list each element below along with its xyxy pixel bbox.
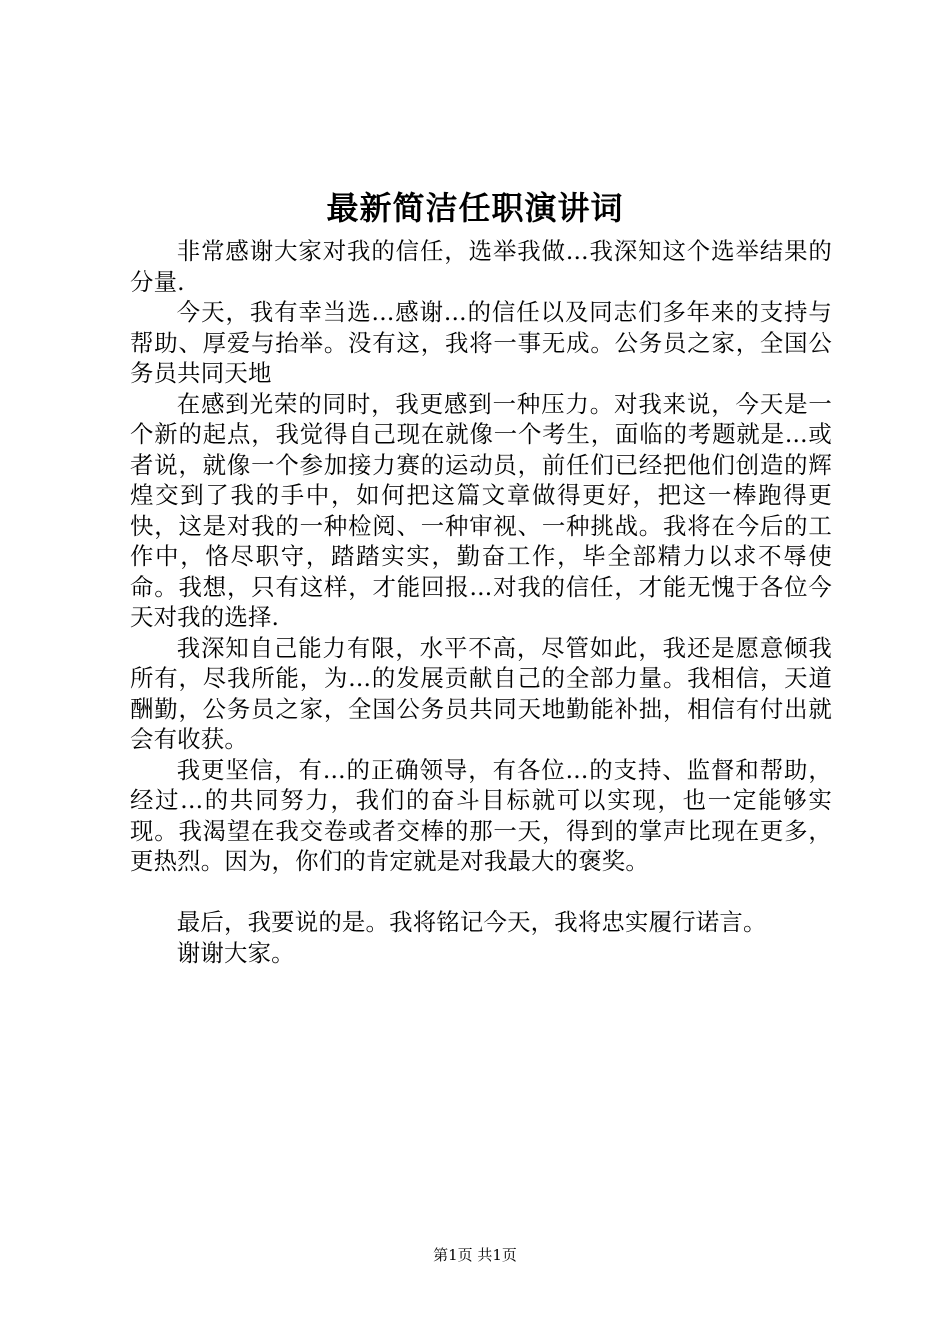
document-title: 最新简洁任职演讲词 [326,189,624,227]
page-number-footer: 第1页 共1页 [433,1246,517,1264]
document-body [130,236,832,968]
paragraph-5: 我更坚信，有...的正确领导，有各位...的支持、监督和帮助，经过...的共同努力，我们的奋斗目标就可以实现，也一定能够实现。我渴望在我交卷或者交棒的那一天，得到的掌声比现在更多，更热烈。因为，你们的肯定就是对我最大的褒奖。 [130,755,832,875]
paragraph-3: 在感到光荣的同时，我更感到一种压力。对我来说，今天是一个新的起点，我觉得自己现在就像一个考生，面临的考题就是...或者说，就像一个参加接力赛的运动员，前任们已经把他们创造的辉煌交到了我的手中，如何把这篇文章做得更好，把这一棒跑得更快，这是对我的一种检阅、一种审视、一种挑战。我将在今后的工作中，恪尽职守，踏踏实实，勤奋工作，毕全部精力以求不辱使命。我想，只有这样，才能回报...对我的信任，才能无愧于各位今天对我的选择. [130,389,832,631]
paragraph-1: 非常感谢大家对我的信任，选举我做...我深知这个选举结果的分量. [130,237,832,296]
closing-line-1: 最后，我要说的是。我将铭记今天，我将忠实履行诺言。 [176,908,767,936]
paragraph-2: 今天，我有幸当选...感谢...的信任以及同志们多年来的支持与帮助、厚爱与抬举。没有这，我将一事无成。公务员之家，全国公务员共同天地 [130,298,832,387]
paragraph-4: 我深知自己能力有限，水平不高，尽管如此，我还是愿意倾我所有，尽我所能，为...的发展贡献自己的全部力量。我相信，天道酬勤，公务员之家，全国公务员共同天地勤能补拙，相信有付出就会有收获。 [130,633,832,753]
closing-line-2: 谢谢大家。 [176,938,295,967]
paragraph-spacer [130,877,832,908]
